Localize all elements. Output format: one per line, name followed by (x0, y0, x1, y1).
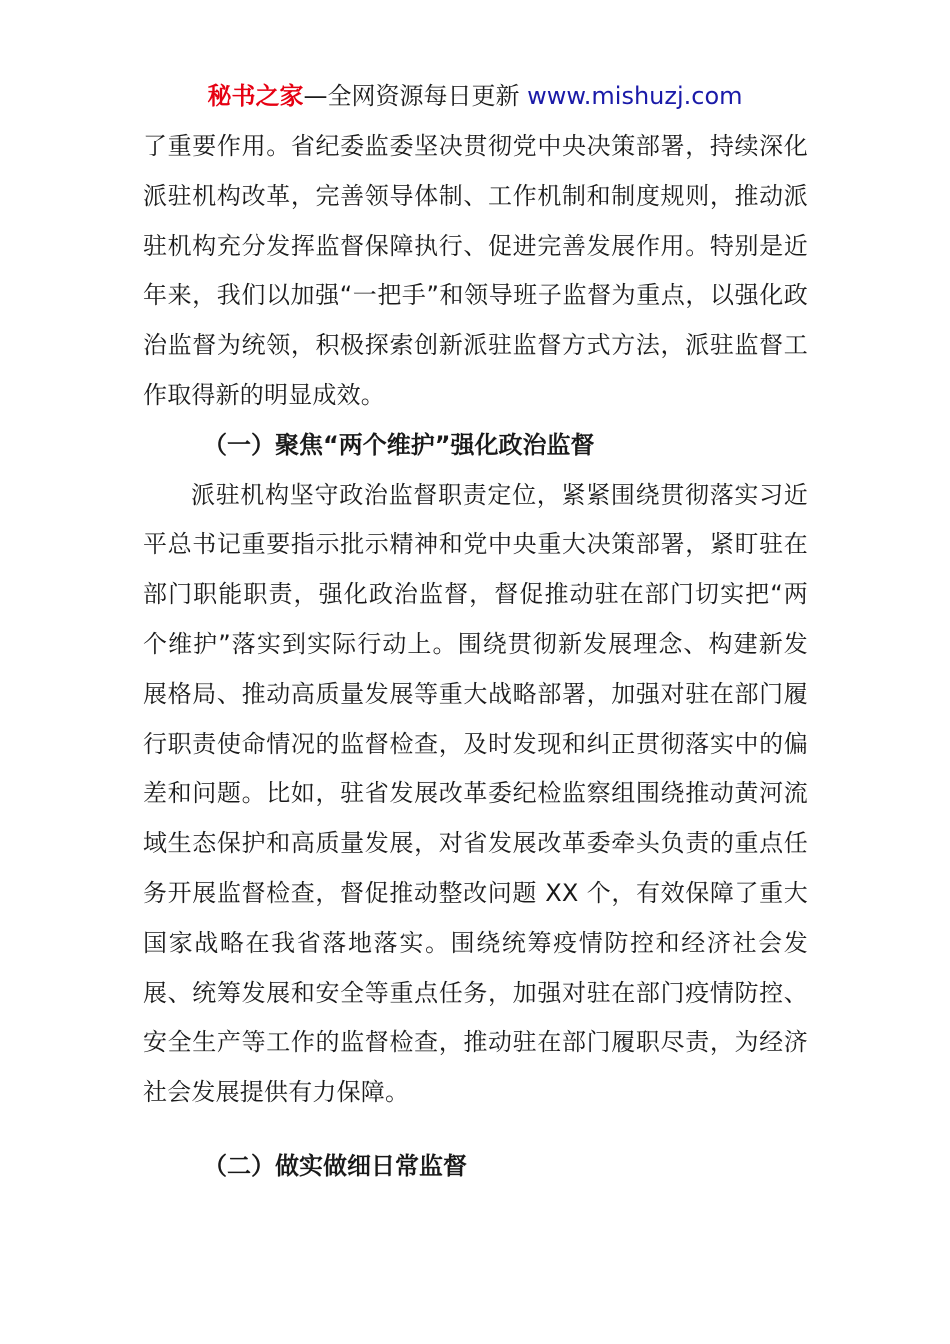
section-heading-1: （一）聚焦“两个维护”强化政治监督 (203, 430, 595, 459)
site-header (0, 78, 950, 114)
body-paragraph-1: 了重要作用。省纪委监委坚决贯彻党中央决策部署，持续深化派驻机构改革，完善领导体制、工作机制和制度规则，推动派驻机构充分发挥监督保障执行、促进完善发展作用。特别是近年来，我们以加强“一把手”和领导班子监督为重点，以强化政治监督为统领，积极探索创新派驻监督方式方法，派驻监督工作取得新的明显成效。 (143, 132, 808, 409)
header-tagline: —全网资源每日更新 (303, 82, 520, 110)
brand-name: 秘书之家 (207, 82, 304, 110)
document-body (143, 122, 808, 1192)
site-url-link[interactable]: www.mishuzj.com (527, 82, 743, 110)
body-paragraph-2: 派驻机构坚守政治监督职责定位，紧紧围绕贯彻落实习近平总书记重要指示批示精神和党中央重大决策部署，紧盯驻在部门职能职责，强化政治监督，督促推动驻在部门切实把“两个维护”落实到实际行动上。围绕贯彻新发展理念、构建新发展格局、推动高质量发展等重大战略部署，加强对驻在部门履行职责使命情况的监督检查，及时发现和纠正贯彻落实中的偏差和问题。比如，驻省发展改革委纪检监察组围绕推动黄河流域生态保护和高质量发展，对省发展改革委牵头负责的重点任务开展监督检查，督促推动整改问题 XX 个，有效保障了重大国家战略在我省落地落实。围绕统筹疫情防控和经济社会发展、统筹发展和安全等重点任务，加强对驻在部门疫情防控、安全生产等工作的监督检查，推动驻在部门履职尽责，为经济社会发展提供有力保障。 (143, 480, 808, 1107)
section-heading-2: （二）做实做细日常监督 (203, 1151, 467, 1180)
